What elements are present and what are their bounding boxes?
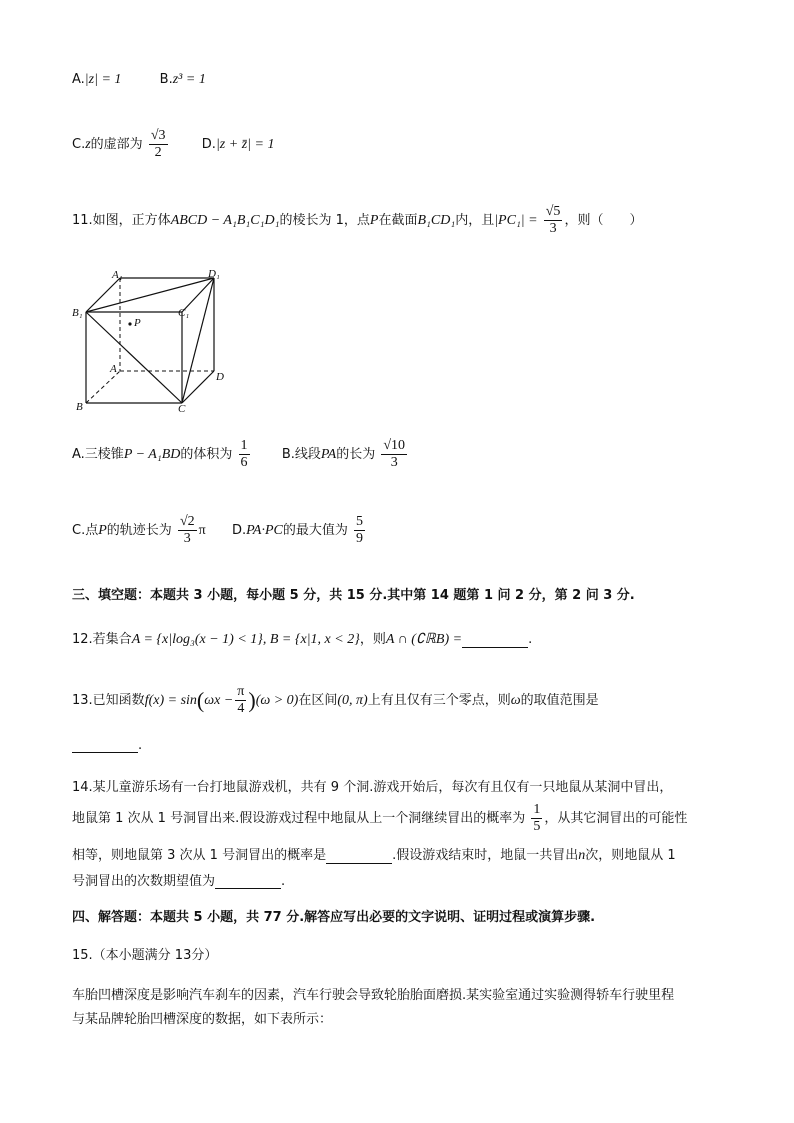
label-c1: C₁ [178,307,190,319]
q13-answer-line [72,738,142,753]
q10-opt-a-label: A. [72,72,85,87]
q11-pc1: |PC₁| = [494,213,538,228]
q11-plane: B₁CD₁ [417,213,456,228]
q11-opt-d-fraction: $\frac{5}{9}$ [356,514,363,546]
q11-options-cd [72,514,367,547]
label-c: C [178,403,186,415]
q10-opt-b-math: z³ = 1 [172,72,206,87]
label-p: P [134,317,141,329]
label-b1: B₁ [72,307,83,319]
q13-pre: 13.已知函数 [72,693,145,708]
q14-l4-pre: 号洞冒出的次数期望值为 [72,874,216,889]
q10-opt-d-label: D. [201,137,216,152]
q12-pre: 12.若集合 [72,632,132,647]
q14-line-3 [72,844,676,864]
q10-options-ab [72,72,206,88]
q11-opt-c-math: P [98,523,107,538]
q13-mid: 在区间 [298,693,338,708]
q11-opt-a-text: 的体积为 [180,447,233,462]
q14-l2-pre: 地鼠第 1 次从 1 号洞冒出来.假设游戏过程中地鼠从上一个洞继续冒出的概率为 [72,811,526,826]
q11-stem-text-3: 在截面 [378,213,418,228]
q11-opt-c-text: 的轨迹长为 [106,523,172,538]
section-3-heading: 三、填空题：本题共 3 小题，每小题 5 分，共 15 分.其中第 14 题第 1 问 2 分，第 2 问 3 分. [72,588,635,603]
q10-opt-c-label: C. [72,137,86,152]
q11-opt-b-pre: B.线段 [281,447,321,462]
q14-l4-end: . [281,874,286,889]
q13-cond: (ω > 0) [255,693,299,708]
section-4-heading: 四、解答题：本题共 5 小题，共 77 分.解答应写出必要的文字说明、证明过程或演算步骤. [72,910,596,925]
q14-line-1: 14.某儿童游乐场有一台打地鼠游戏机，共有 9 个洞.游戏开始后，每次有且仅有一只地鼠从某洞中冒出， [72,780,673,795]
q15-paragraph-2: 与某品牌轮胎凹槽深度的数据，如下表所示： [72,1012,333,1027]
q10-opt-c-var: z [85,137,91,152]
q13-answer-blank[interactable] [72,738,138,753]
q10-opt-c-text: 的虚部为 [90,137,143,152]
q15-paragraph-1: 车胎凹槽深度是影响汽车刹车的因素，汽车行驶会导致轮胎胎面磨损.某实验室通过实验测得轿车行驶里程 [72,988,675,1003]
q11-options-ab [72,438,409,471]
q13: 13.已知函数f(x) = sin(ωx − $\frac{\pi}{4}$ )(ω > 0)在区间(0, π)上有且仅有三个零点，则ω的取值范围是 [72,684,599,716]
q11-stem-text-2: 的棱长为 1，点 [279,213,370,228]
q11-opt-b-fraction: $\frac{√10}{3}$ [383,438,406,470]
q11-opt-c-pre: C.点 [72,523,99,538]
q13-fx: f(x) = sin [144,693,197,708]
q14-l3-post: 次，则地鼠从 1 [585,848,676,863]
label-a: A [110,363,117,375]
label-a1: A₁ [112,269,123,281]
q14-answer-blank-1[interactable] [326,849,392,864]
q10-opt-d-math: |z + z̄| = 1 [215,137,275,152]
cube-figure [72,268,232,418]
label-d1: D₁ [208,268,220,280]
q11-stem-end: ，则（ ） [564,213,643,228]
q12-sets: A = {x|log₃(x − 1) < 1}, B = {x|1, x < 2} [131,632,360,647]
q15-title: 15.（本小题满分 13分） [72,948,218,963]
label-b: B [76,401,83,413]
q11-opt-a-pre: A.三棱锥 [72,447,124,462]
q13-interval: (0, π) [337,693,368,708]
q11-opt-d-text: 的最大值为 [282,523,348,538]
q12-answer-blank[interactable] [462,633,528,648]
q10-opt-a-math: |z| = 1 [84,72,122,87]
q13-pi-fraction: $\frac{\pi}{4}$ [237,684,245,716]
q12 [72,628,532,648]
q10-opt-c-fraction: $\frac{√3}{2}$ [150,128,166,160]
q13-dot: . [138,738,143,753]
q13-tail: 上有且仅有三个零点，则 [367,693,511,708]
q10-opt-b-label: B. [159,72,173,87]
point-p-dot [128,322,131,325]
q11-point-p: P [369,213,379,228]
q11-opt-c-fraction: $\frac{√2}{3}$ [179,514,195,546]
q14-line-2 [72,802,687,835]
q14-answer-blank-2[interactable] [215,874,281,889]
q14-l2-post: ，从其它洞冒出的可能性 [544,811,688,826]
q14-line-4 [72,870,285,889]
q11-cube-name: ABCD − A₁B₁C₁D₁ [170,213,280,228]
q11-stem-text-4: 内，且 [455,213,495,228]
q12-mid: ，则 [359,632,386,647]
q11-opt-a-math: P − A₁BD [123,447,181,462]
q13-inner: ωx − [204,693,234,708]
q13-omega: ω [510,693,521,708]
q11-stem [72,204,642,237]
q13-end: 的取值范围是 [520,693,599,708]
q10-options-cd [72,128,274,161]
q11-opt-c-pi: π [198,523,206,538]
q14-n: n [578,848,586,863]
q12-expr: A ∩ (∁ℝB) = [385,632,463,647]
q12-end: . [528,632,533,647]
q14-prob-fraction: $\frac{1}{5}$ [533,802,541,834]
q11-opt-d-pre: D. [231,523,247,538]
q11-opt-b-text: 的长为 [336,447,376,462]
q11-opt-b-math: PA [320,447,337,462]
q11-opt-d-math: PA·PC [246,523,283,538]
label-d: D [216,371,224,383]
q14-l3-mid: .假设游戏结束时，地鼠一共冒出 [392,848,579,863]
q14-l3-pre: 相等，则地鼠第 3 次从 1 号洞冒出的概率是 [72,848,327,863]
q11-opt-a-fraction: $\frac{1}{6}$ [240,438,248,470]
q11-stem-text: 11.如图，正方体 [72,213,171,228]
q11-pc1-fraction: $\frac{√5}{3}$ [545,204,561,236]
